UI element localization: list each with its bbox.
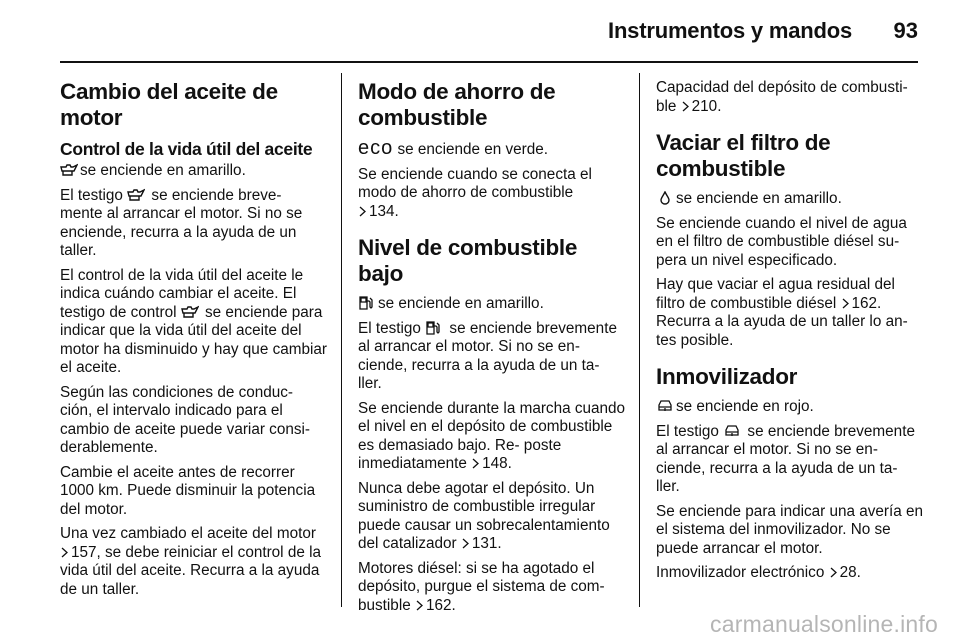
section-heading-oil-change: Cambio del aceite de motor [60, 79, 278, 130]
page-reference-arrow-icon [358, 206, 367, 217]
watermark: carmanualsonline.info [710, 611, 938, 637]
paragraph: El testigo se enciende brevemente al arrancar el motor. Si no se en- ciende, recurra a la ayuda de un ta- ller. [656, 422, 915, 495]
column-divider [341, 73, 342, 607]
subheading-oil-life: Control de la vida útil del aceite [60, 139, 313, 159]
fuel-pump-icon [425, 321, 443, 335]
section-heading-low-fuel: Nivel de combustible bajo [358, 235, 578, 286]
header-divider [60, 61, 918, 63]
page-reference-arrow-icon [681, 101, 690, 112]
paragraph: El control de la vida útil del aceite le indica cuándo cambiar el aceite. El testigo de control se enciende para indicar que la vida útil del aceite del motor ha disminuido y hay que cambiar el aceite. [60, 266, 327, 376]
car-key-icon [656, 399, 674, 413]
page-reference-arrow-icon [60, 547, 69, 558]
paragraph: El testigo se enciende brevemente al arrancar el motor. Si no se en- ciende, recurra a la ayuda de un ta- ller. [358, 319, 617, 392]
paragraph: Se enciende cuando se conecta el modo de ahorro de combustible 134. [358, 165, 592, 220]
column-1 [60, 79, 328, 605]
paragraph: se enciende en rojo. [656, 398, 924, 417]
column-3 [656, 79, 924, 589]
paragraph: Motores diésel: si se ha agotado el depósito, purgue el sistema de com- bustible 162. [358, 559, 605, 614]
paragraph: Según las condiciones de conduc- ción, el intervalo indicado para el cambio de aceite puede variar consi- derablemente. [60, 383, 310, 456]
paragraph: Se enciende cuando el nivel de agua en el filtro de combustible diésel su- pera un nivel especificado. [656, 214, 907, 269]
water-drop-icon [656, 191, 674, 205]
page-header-title: Instrumentos y mandos [608, 18, 852, 43]
page-reference-arrow-icon [841, 298, 850, 309]
oil-can-icon [181, 305, 199, 319]
page-number: 93 [893, 18, 918, 43]
paragraph: se enciende en amarillo. [358, 295, 626, 314]
car-key-icon [723, 424, 741, 438]
page-reference-arrow-icon [415, 600, 424, 611]
paragraph: Se enciende para indicar una avería en el sistema del inmovilizador. No se puede arrancar el motor. [656, 502, 924, 557]
paragraph: Capacidad del depósito de combusti- ble 210. [656, 79, 908, 115]
paragraph: Nunca debe agotar el depósito. Un suministro de combustible irregular puede causar un sobrecalentamiento del catalizador 131. [358, 479, 610, 552]
oil-can-icon [60, 163, 78, 177]
page-reference-arrow-icon [461, 538, 470, 549]
page-reference-arrow-icon [471, 458, 480, 469]
paragraph: se enciende en amarillo. [656, 190, 924, 209]
paragraph: eco se enciende en verde. [358, 137, 549, 159]
paragraph: se enciende en amarillo. [60, 162, 328, 181]
page-reference-arrow-icon [829, 567, 838, 578]
column-2 [358, 79, 626, 621]
eco-symbol: eco [358, 137, 394, 159]
section-heading-eco-mode: Modo de ahorro de combustible [358, 79, 556, 130]
paragraph: Se enciende durante la marcha cuando el nivel en el depósito de combustible es demasiado bajo. Re- poste inmediatamente 148. [358, 399, 626, 472]
paragraph: Hay que vaciar el agua residual del filtro de combustible diésel 162. Recurra a la ayuda de un taller lo an- tes posible. [656, 276, 908, 349]
fuel-pump-icon [358, 296, 376, 310]
section-heading-fuel-filter: Vaciar el filtro de combustible [656, 130, 831, 181]
paragraph: Inmovilizador electrónico 28. [656, 564, 861, 581]
paragraph: El testigo se enciende breve- mente al arrancar el motor. Si no se enciende, recurra a la ayuda de un taller. [60, 186, 303, 259]
section-heading-immobilizer: Inmovilizador [656, 364, 798, 389]
paragraph: Una vez cambiado el aceite del motor 157, se debe reiniciar el control de la vida útil del aceite. Recurra a la ayuda de un taller. [60, 525, 322, 598]
paragraph: Cambie el aceite antes de recorrer 1000 km. Puede disminuir la potencia del motor. [60, 463, 316, 518]
column-divider [639, 73, 640, 607]
oil-can-icon [127, 188, 145, 202]
